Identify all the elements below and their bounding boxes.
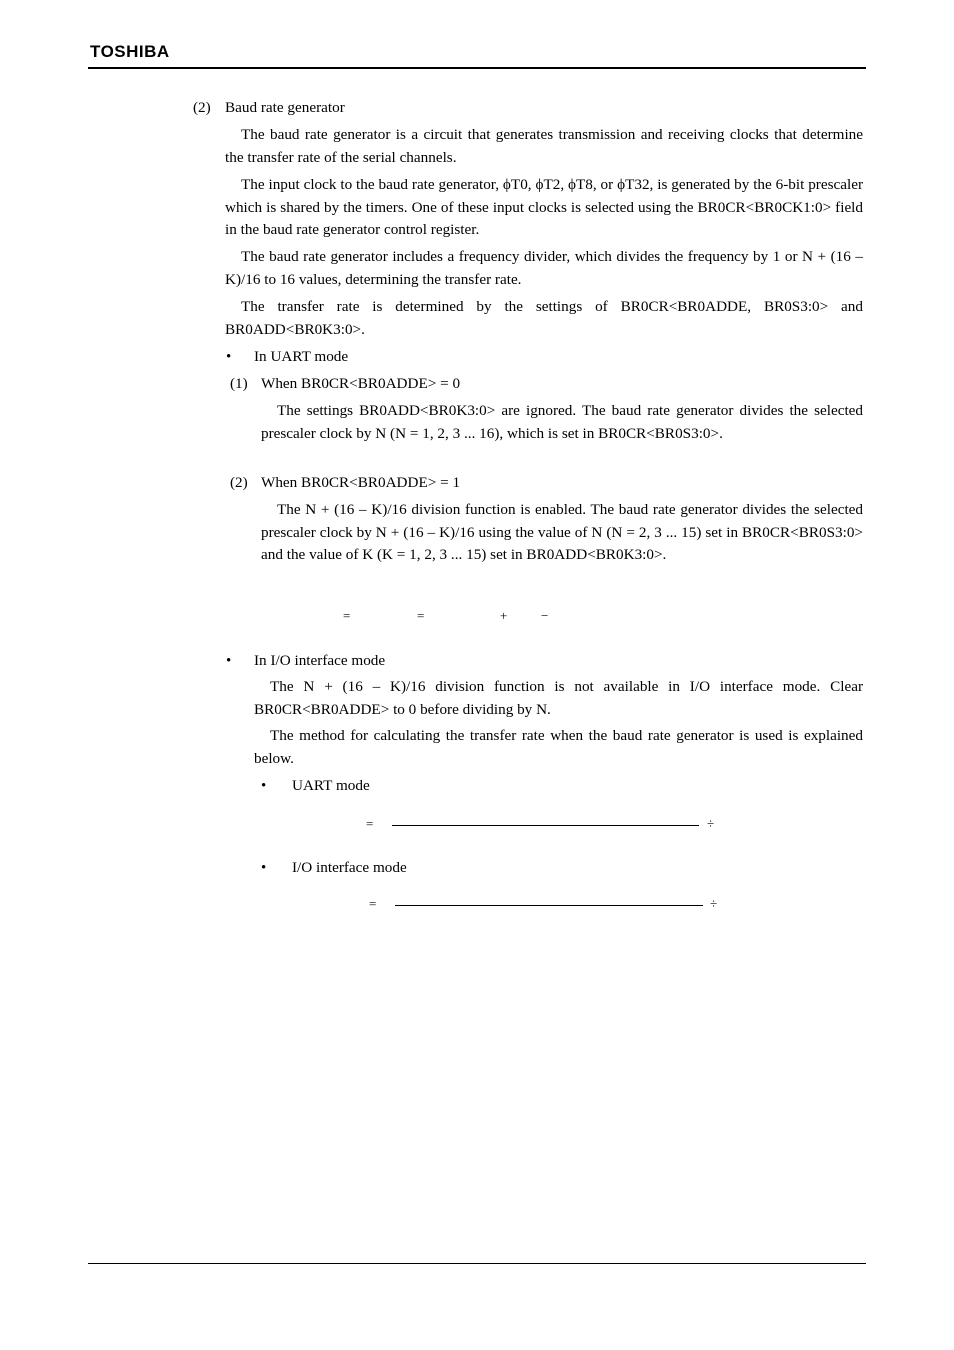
case1-title: When BR0CR<BR0ADDE> = 0 [261,375,461,392]
calc-io-fraction-line [395,905,703,906]
toshiba-logo: TOSHIBA [90,42,170,61]
calc-uart-equals: = [366,816,374,831]
calc-io-divide: ÷ [710,896,718,911]
formula-equals-1: = [343,608,351,623]
uart-mode-title: In UART mode [254,348,349,365]
io-mode-title: In I/O interface mode [254,652,386,669]
footer-rule [88,1263,866,1264]
case1-number: (1) [230,375,248,392]
calc-uart-divide: ÷ [707,816,715,831]
section-number: (2) [193,99,211,116]
calc-uart-fraction-line [392,825,699,826]
case1-text: The settings BR0ADD<BR0K3:0> are ignored. The baud rate generator divides the selected prescaler clock by N (N = 1, 2, 3 ... 16), which is set in BR0CR<BR0S3:0>. [261,402,863,442]
paragraph-frequency-divider: The baud rate generator includes a frequency divider, which divides the frequency by 1 or N + (16 – K)/16 to 16 values, determining the transfer rate. [225,248,863,288]
bullet-calc-io: • [261,860,267,876]
header-rule [88,67,866,69]
case2-title: When BR0CR<BR0ADDE> = 1 [261,474,461,491]
bullet-uart: • [226,349,232,365]
paragraph-input-clock: The input clock to the baud rate generator, ϕT0, ϕT2, ϕT8, or ϕT32, is generated by the 6-bit prescaler which is shared by the timers. One of these input clocks is selected using the BR0CR<BR0CK1:0> field in the baud rate generator control register. [225,176,863,238]
formula-equals-2: = [417,608,425,623]
paragraph-intro: The baud rate generator is a circuit that generates transmission and receiving clocks that determine the transfer rate of the serial channels. [225,126,863,166]
io-paragraph-division: The N + (16 – K)/16 division function is not available in I/O interface mode. Clear BR0CR<BR0ADDE> to 0 before dividing by N. [254,678,863,718]
calc-uart-title: UART mode [292,777,370,794]
paragraph-transfer-rate: The transfer rate is determined by the settings of BR0CR<BR0ADDE, BR0S3:0> and BR0ADD<BR0K3:0>. [225,298,863,338]
formula-plus: + [500,608,508,623]
section-title: Baud rate generator [225,99,345,116]
bullet-calc-uart: • [261,778,267,794]
io-paragraph-method: The method for calculating the transfer rate when the baud rate generator is used is explained below. [254,727,863,767]
bullet-io: • [226,653,232,669]
case2-number: (2) [230,474,248,491]
formula-minus: − [541,608,549,623]
calc-io-title: I/O interface mode [292,859,407,876]
calc-io-equals: = [369,896,377,911]
case2-text: The N + (16 – K)/16 division function is enabled. The baud rate generator divides the selected prescaler clock by N + (16 – K)/16 using the value of N (N = 2, 3 ... 15) set in BR0CR<BR0S3:0> and the value of K (K = 1, 2, 3 ... 15) set in BR0ADD<BR0K3:0>. [261,501,863,563]
